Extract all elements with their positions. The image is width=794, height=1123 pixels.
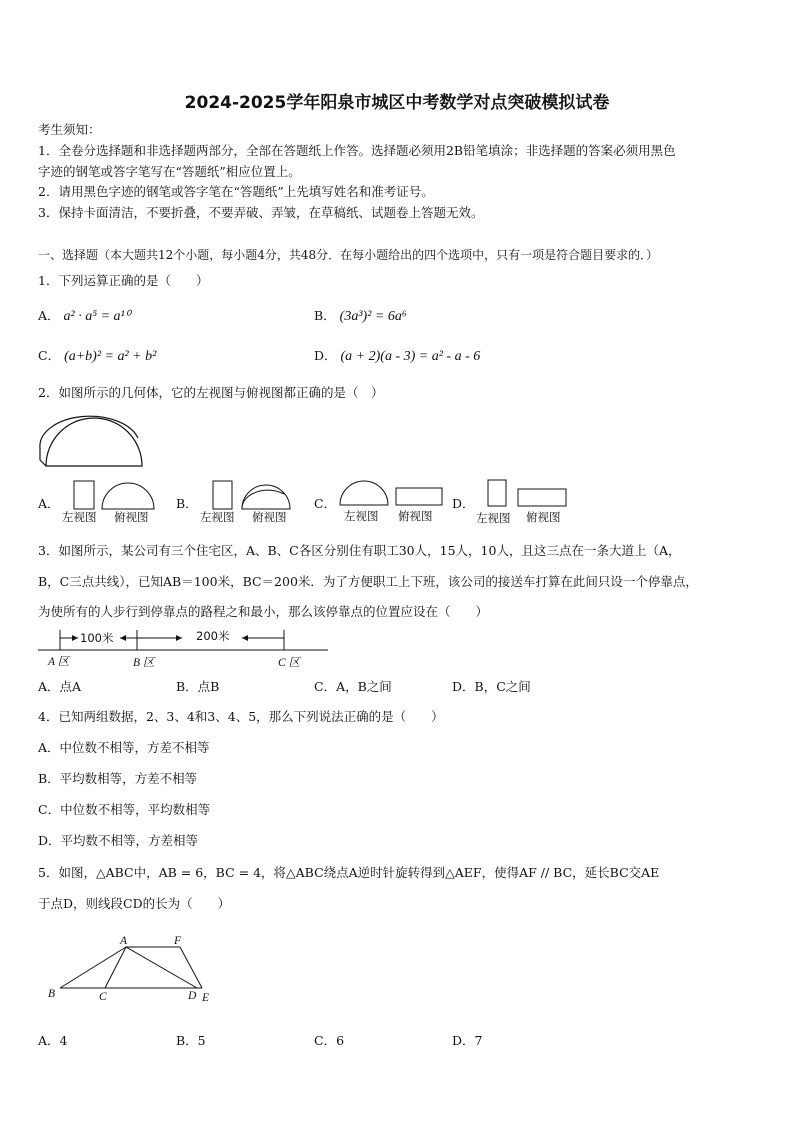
point-e-label: E (202, 992, 210, 1004)
section-heading: 一、选择题（本大题共12个小题，每小题4分，共48分．在每小题给出的四个选项中，只有一项是符合题目要求的．） (38, 248, 659, 262)
q2-option-a-label: A． (38, 496, 60, 511)
q2-stem: 2．如图所示的几何体，它的左视图与俯视图都正确的是（ ） (38, 385, 384, 400)
point-a-label: A (120, 935, 128, 947)
q1-option-a (38, 306, 130, 325)
q3-option-a: A．点A (38, 679, 82, 694)
option-label: C． (38, 348, 61, 363)
q3-road-figure (36, 624, 332, 672)
top-view-caption: 俯视图 (526, 510, 561, 524)
q2-option-c-label: C． (314, 496, 337, 511)
notice-item: 1．全卷分选择题和非选择题两部分，全部在答题纸上作答。选择题必须用2B铅笔填涂；非选择题的答案必须用黑色 (38, 143, 676, 158)
q1-option-b (314, 306, 407, 325)
q3-stem-line: 为使所有的人步行到停靠点的路程之和最小，那么该停靠点的位置应设在（ ） (38, 604, 489, 619)
top-view-caption: 俯视图 (252, 510, 287, 524)
zone-a-label: A 区 (48, 656, 70, 668)
q3-option-c: C．A，B之间 (314, 679, 392, 694)
option-label: D． (314, 348, 337, 363)
option-math: a² · a⁵ = a¹⁰ (63, 309, 131, 324)
option-label: A． (38, 308, 60, 323)
q1-option-c (38, 346, 156, 365)
q4-option-b: B．平均数相等，方差不相等 (38, 771, 198, 786)
q3-stem-line: 3．如图所示，某公司有三个住宅区，A、B、C各区分别住有职工30人，15人，10人，且这三点在一条大道上（A， (38, 543, 681, 558)
q3-stem-line: B，C三点共线），已知AB＝100米，BC＝200米．为了方便职工上下班，该公司的接送车打算在此间只设一个停靠点， (38, 574, 698, 589)
option-math: (3a³)² = 6a⁶ (339, 309, 407, 324)
top-view-caption: 俯视图 (398, 509, 433, 523)
q2-option-a-figure (60, 478, 160, 524)
q5-option-a: A．4 (38, 1033, 68, 1048)
option-math: (a+b)² = a² + b² (64, 349, 157, 364)
left-view-caption: 左视图 (200, 510, 235, 524)
point-c-label: C (99, 991, 107, 1003)
q1-option-d (314, 346, 480, 365)
ab-distance-label: 100米 (80, 631, 114, 645)
q2-option-d-figure (474, 478, 578, 526)
notice-item: 2．请用黑色字迹的钢笔或答字笔在“答题纸”上先填写姓名和准考证号。 (38, 184, 434, 199)
point-d-label: D (188, 990, 197, 1002)
q2-solid-figure (34, 408, 154, 472)
q5-option-d: D．7 (452, 1033, 483, 1048)
q2-option-d-label: D． (452, 496, 475, 511)
bc-distance-label: 200米 (196, 629, 230, 643)
q3-option-b: B．点B (176, 679, 220, 694)
option-math: (a + 2)(a - 3) = a² - a - 6 (340, 349, 481, 364)
point-b-label: B (48, 988, 56, 1000)
q5-triangle-figure (40, 930, 220, 1006)
q2-option-b-figure (198, 478, 298, 524)
zone-c-label: C 区 (278, 657, 301, 669)
q3-option-d: D．B，C之间 (452, 679, 531, 694)
q2-option-c-figure (336, 478, 448, 524)
left-view-caption: 左视图 (344, 509, 379, 523)
q4-option-a: A．中位数不相等，方差不相等 (38, 740, 210, 755)
q5-option-c: C．6 (314, 1033, 345, 1048)
q4-option-d: D．平均数不相等，方差相等 (38, 833, 199, 848)
q1-stem: 1．下列运算正确的是（ ） (38, 273, 209, 288)
left-view-caption: 左视图 (476, 511, 511, 525)
page-title: 2024-2025学年阳泉市城区中考数学对点突破模拟试卷 (184, 93, 610, 113)
top-view-caption: 俯视图 (114, 510, 149, 524)
q4-stem: 4．已知两组数据，2、3、4和3、4、5，那么下列说法正确的是（ ） (38, 709, 444, 724)
q5-option-b: B．5 (176, 1033, 206, 1048)
left-view-caption: 左视图 (62, 510, 97, 524)
notice-item: 3．保持卡面清洁，不要折叠，不要弄破、弄皱，在草稿纸、试题卷上答题无效。 (38, 205, 484, 220)
notice-item: 字迹的钢笔或答字笔写在“答题纸”相应位置上。 (38, 164, 301, 179)
q5-stem-line: 5．如图，△ABC中，AB = 6，BC = 4，将△ABC绕点A逆时针旋转得到△AEF，使得AF // BC，延长BC交AE (38, 865, 660, 880)
zone-b-label: B 区 (133, 657, 155, 669)
point-f-label: F (174, 935, 182, 947)
option-label: B． (314, 308, 336, 323)
q2-option-b-label: B． (176, 496, 198, 511)
q5-stem-line: 于点D，则线段CD的长为（ ） (38, 896, 231, 911)
q4-option-c: C．中位数不相等，平均数相等 (38, 802, 211, 817)
notice-heading: 考生须知： (38, 122, 101, 137)
